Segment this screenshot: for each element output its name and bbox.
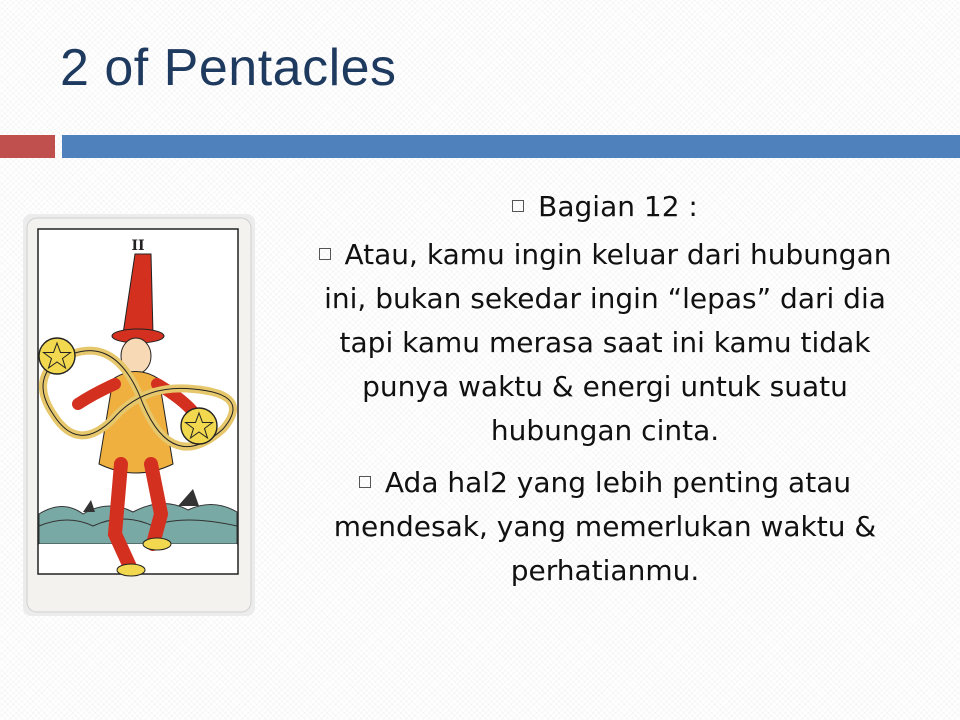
two-of-pentacles-illustration [23,214,255,616]
bullet-2-line-2: mendesak, yang memerlukan waktu & [333,510,877,543]
square-bullet-icon [512,200,524,212]
square-bullet-icon [359,476,371,488]
bullet-1-line-3: tapi kamu merasa saat ini kamu tidak [339,326,871,359]
slide-body [285,185,925,593]
bullet-paragraph-1 [285,233,925,453]
square-bullet-icon [319,248,331,260]
heading-text: Bagian 12 : [538,190,698,223]
slide-title: 2 of Pentacles [60,39,397,97]
tarot-card-image [23,214,255,616]
bullet-paragraph-2 [285,461,925,593]
bullet-1-line-2: ini, bukan sekedar ingin “lepas” dari dia [324,282,886,315]
bullet-1-line-1: Atau, kamu ingin keluar dari hubungan [344,238,892,271]
card-numeral: II [131,238,145,254]
section-heading [285,185,925,229]
bullet-2-line-1: Ada hal2 yang lebih penting atau [384,466,852,499]
bullet-1-line-4: punya waktu & energi untuk suatu [362,370,848,403]
bullet-1-line-5: hubungan cinta. [490,414,720,447]
accent-bar-blue [62,135,960,158]
accent-bar-red [0,135,55,158]
bullet-2-line-3: perhatianmu. [510,554,700,587]
